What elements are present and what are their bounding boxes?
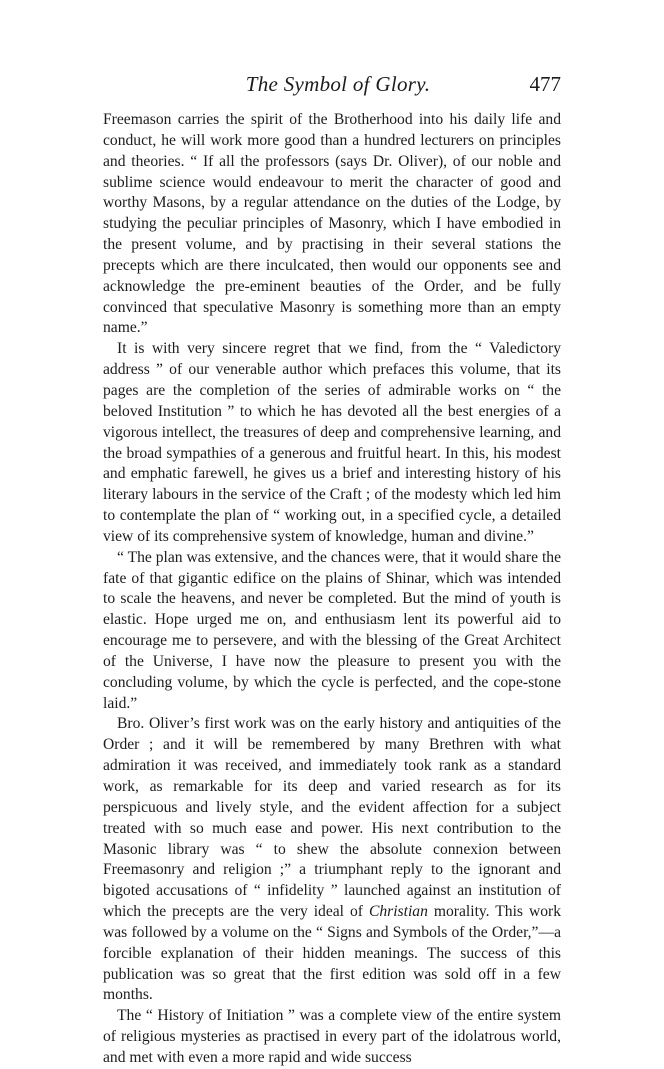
paragraph-text: “ The plan was extensive, and the chances were, that it would share the fate of that gigantic edifice on the plains of Shinar, which was intended to scale the heavens, and never be completed. But the mind of youth is elastic. Hope urged me on, and enthusiasm lent its powerful aid to encourage me to persevere, and with the blessing of the Great Architect of the Universe, I have now the pleasure to present you with the concluding volume, by which the cycle is perfected, and the cope-stone laid.”	[103, 548, 561, 712]
paragraph	[103, 110, 561, 339]
body-text	[103, 110, 561, 1069]
paragraph	[103, 339, 561, 547]
italic-text: Christian	[368, 903, 428, 921]
paragraph	[103, 1006, 561, 1069]
paragraph-text: Freemason carries the spirit of the Brotherhood into his daily life and conduct, he will work more good than a hundred lecturers on principles and theories. “ If all the professors (says Dr. Oliver), of our noble and sublime science would endeavour to merit the character of good and worthy Masons, by a regular attendance on the duties of the Lodge, by studying the peculiar principles of Masonry, which I have embodied in the present volume, and by practising in their several stations the precepts which are there inculcated, then would our opponents see and acknowledge the pre-eminent beauties of the Order, and be fully convinced that speculative Masonry is something more than an empty name.”	[103, 111, 561, 337]
paragraph-text: morality. This work was followed by a volume on the “ Signs and Symbols of the Order,”—a forcible explanation of their hidden meanings. The success of this publication was so great that the first edition was sold off in a few months.	[103, 903, 562, 1004]
paragraph	[103, 548, 561, 715]
running-title: The Symbol of Glory.	[245, 72, 431, 96]
running-header	[103, 72, 561, 102]
paragraph-text: Bro. Oliver’s first work was on the early history and antiquities of the Order ; and it will be remembered by many Brethren with what admiration it was received, and immediately took rank as a standard work, as remarkable for its deep and varied research as for its perspicuous and lively style, and the evident affection for a subject treated with so much ease and power. His next contribution to the Masonic library was “ to shew the absolute connexion between Freemasonry and religion ;” a triumphant reply to the ignorant and bigoted accusations of “ infidelity ” launched against an institution of which the precepts are the very ideal of	[103, 715, 561, 921]
paragraph	[103, 714, 561, 1006]
paragraph-text: The “ History of Initiation ” was a complete view of the entire system of religious mysteries as practised in every part of the idolatrous world, and met with even a more rapid and wide success	[103, 1007, 561, 1066]
page-number: 477	[529, 72, 561, 96]
book-page	[103, 72, 561, 1069]
paragraph-text: It is with very sincere regret that we find, from the “ Valedictory address ” of our venerable author which prefaces this volume, that its pages are the completion of the series of admirable works on “ the beloved Institution ” to which he has devoted all the best energies of a vigorous intellect, the treasures of deep and comprehensive learning, and the broad sympathies of a generous and fruitful heart. In this, his modest and emphatic farewell, he gives us a brief and interesting history of his literary labours in the service of the Craft ; of the modesty which led him to contemplate the plan of “ working out, in a specified cycle, a detailed view of its comprehensive system of knowledge, human and divine.”	[103, 340, 561, 545]
